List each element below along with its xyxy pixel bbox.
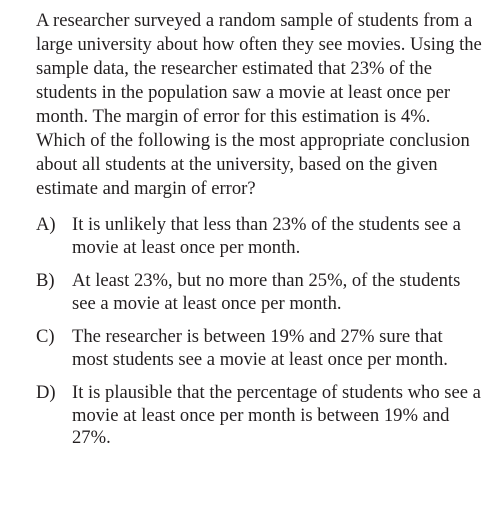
choice-letter: A)	[36, 214, 56, 235]
choice-text: The researcher is between 19% and 27% sure that most students see a movie at least once per month.	[72, 326, 448, 370]
choice-letter: C)	[36, 326, 55, 347]
choice-text: At least 23%, but no more than 25%, of the students see a movie at least once per month.	[72, 270, 461, 314]
choice-text: It is unlikely that less than 23% of the students see a movie at least once per month.	[72, 214, 461, 258]
choice-d	[36, 382, 482, 450]
answer-choices	[36, 214, 482, 450]
choice-text: It is plausible that the percentage of students who see a movie at least once per month is between 19% and 27%.	[72, 382, 481, 448]
choice-b	[36, 270, 482, 315]
question	[36, 9, 482, 461]
choice-a	[36, 214, 482, 259]
choice-letter: B)	[36, 270, 55, 291]
choice-letter: D)	[36, 382, 56, 403]
choice-c	[36, 326, 482, 371]
question-stem: A researcher surveyed a random sample of students from a large university about how often they see movies. Using the sample data, the researcher estimated that 23% of the students in the population saw a movie at least once per month. The margin of error for this estimation is 4%. Which of the following is the most appropriate conclusion about all students at the university, based on the given estimate and margin of error?	[36, 10, 482, 199]
